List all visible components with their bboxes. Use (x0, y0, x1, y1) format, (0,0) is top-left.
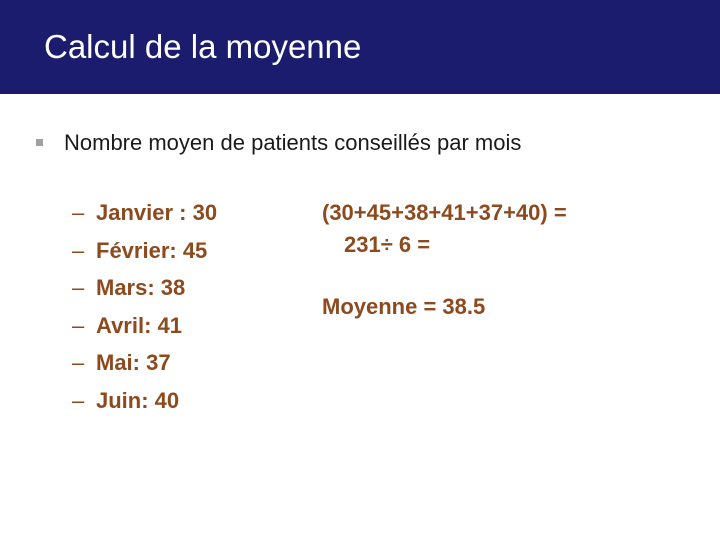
bullet-text: Nombre moyen de patients conseillés par mois (64, 130, 522, 155)
average-result: Moyenne = 38.5 (322, 294, 486, 319)
month-value: Janvier : 30 (96, 200, 218, 225)
square-bullet-icon (36, 139, 43, 146)
dash-icon: – (72, 200, 85, 225)
dash-icon: – (72, 312, 85, 338)
month-value: Juin: 40 (96, 387, 180, 413)
month-value: Mai: 37 (96, 350, 171, 375)
slide-title: Calcul de la moyenne (44, 28, 362, 65)
division-expression: 231÷ 6 = (344, 232, 431, 257)
dash-icon: – (72, 275, 85, 300)
month-value: Février: 45 (96, 237, 208, 263)
dash-icon: – (72, 387, 85, 413)
dash-icon: – (72, 350, 85, 375)
title-bar (0, 0, 720, 94)
month-value: Mars: 38 (96, 275, 186, 300)
sum-expression: (30+45+38+41+37+40) = (322, 200, 567, 225)
month-value: Avril: 41 (96, 312, 183, 338)
dash-icon: – (72, 237, 85, 263)
